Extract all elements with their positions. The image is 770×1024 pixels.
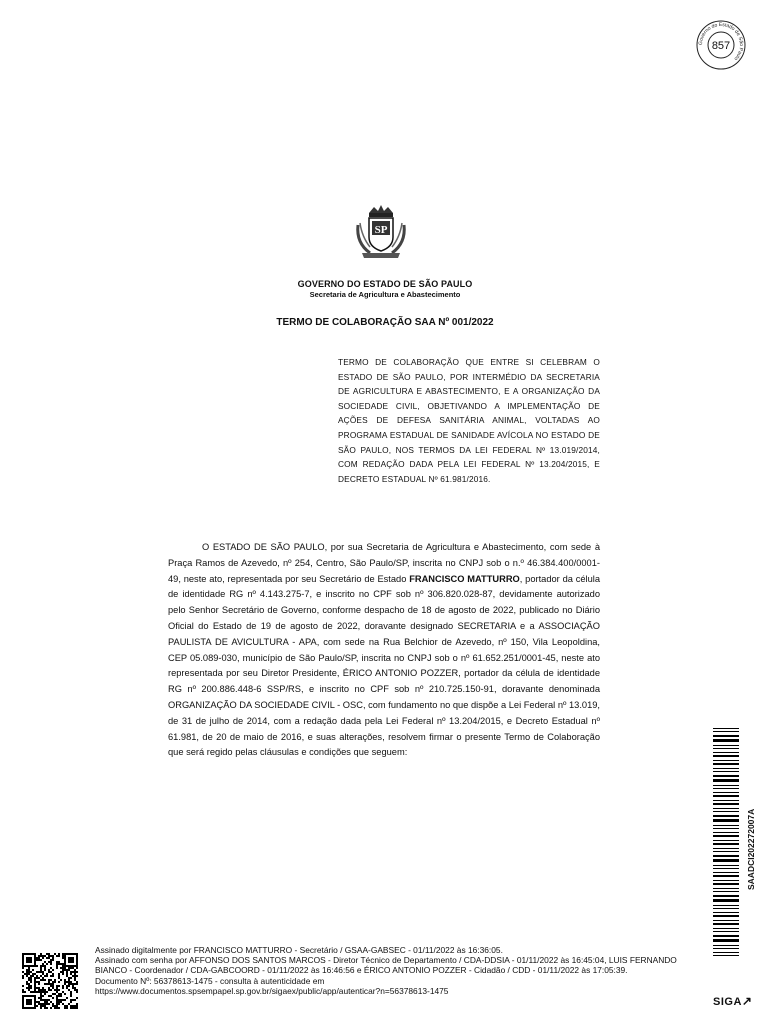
arrow-icon: ↗: [741, 994, 753, 1008]
svg-text:SP: SP: [374, 224, 388, 236]
footer-line-1: Assinado digitalmente por FRANCISCO MATTURRO - Secretário / GSAA-GABSEC - 01/11/2022 às 16:36:05.: [95, 945, 503, 955]
barcode-label-text: SAADCI202272007A: [746, 808, 756, 890]
signature-footer: [95, 945, 700, 996]
body-text-part2: , portador da célula de identidade RG nº 4.143.275-7, e inscrito no CPF sob nº 306.820.028-87, devidamente autorizado pelo Senhor Secretário de Governo, conforme despacho de 18 de agosto de 2022, publicado no Diário Oficial do Estado de 19 de agosto de 2022, doravante designado SECRETARIA e a ASSOCIAÇÃO PAULISTA DE AVICULTURA - APA, com sede na Rua Belchior de Azevedo, nº 150, Vila Leopoldina, CEP 05.089-030, município de São Paulo/SP, inscrita no CNPJ sob o nº 61.652.251/0001-45, neste ato representada por seu Diretor Presidente, ÉRICO ANTONIO POZZER, portador da célula de identidade RG nº 200.886.448-6 SSP/RS, e inscrito no CPF sob nº 210.725.150-91, doravante denominada ORGANIZAÇÃO DA SOCIEDADE CIVIL - OSC, com fundamento no que dispõe a Lei Federal nº 13.019, de 31 de julho de 2014, com a redação dada pela Lei Federal nº 13.204/2015, e Decreto Estadual nº 61.981, de 20 de maio de 2016, e suas alterações, resolvem firmar o presente Termo de Colaboração que será regido pelas cláusulas e condições que seguem:: [168, 573, 600, 758]
svg-text:857: 857: [711, 40, 731, 52]
siga-logo-text: SIGA: [713, 996, 742, 1008]
body-text-part1: O ESTADO DE SÃO PAULO, por sua Secretaria de Agricultura e Abastecimento, com sede à Praça Ramos de Azevedo, nº 254, Centro, São Paulo/SP, inscrita no CNPJ sob o n.º 46.384.400/0001-49, neste ato, representada por seu Secretário de Estado: [168, 542, 600, 584]
svg-text:Governo do Estado de São Paulo: Governo do Estado de São Paulo: [697, 21, 745, 62]
siga-logo: [713, 994, 752, 1008]
body-paragraph: [168, 540, 600, 761]
secretariat-name: Secretaria de Agricultura e Abastecimento: [309, 290, 461, 299]
page-seal: [696, 20, 746, 70]
footer-line-2: Assinado com senha por AFFONSO DOS SANTOS MARCOS - Diretor Técnico de Departamento / CDA-DDSIA - 01/11/2022 às 16:45:04, LUIS FERNANDO BIANCO - Coordenador / CDA-GABCOORD - 01/11/2022 às 16:46:56 e ÉRICO ANTONIO POZZER - Cidadão / CDD - 01/11/2022 às 17:05:39.: [95, 955, 677, 976]
government-name: GOVERNO DO ESTADO DE SÃO PAULO: [297, 279, 473, 289]
document-title: TERMO DE COLABORAÇÃO SAA Nº 001/2022: [276, 317, 494, 328]
footer-authenticity-link[interactable]: https://www.documentos.spsempapel.sp.gov.br/sigaex/public/app/autenticar?n=56378613-1475: [95, 985, 449, 996]
document-body: [168, 540, 600, 761]
qr-code[interactable]: [22, 953, 78, 1009]
document-ementa: TERMO DE COLABORAÇÃO QUE ENTRE SI CELEBRAM O ESTADO DE SÃO PAULO, POR INTERMÉDIO DA SECRETARIA DE AGRICULTURA E ABASTECIMENTO, E A ORGANIZAÇÃO DA SOCIEDADE CIVIL, OBJETIVANDO A IMPLEMENTAÇÃO DE AÇÕES DE DEFESA SANITÁRIA ANIMAL, VOLTADAS AO PROGRAMA ESTADUAL DE SANIDADE AVÍCOLA NO ESTADO DE SÃO PAULO, NOS TERMOS DA LEI FEDERAL Nº 13.019/2014, COM REDAÇÃO DADA PELA LEI FEDERAL Nº 13.204/2015, E DECRETO ESTADUAL Nº 61.981/2016.: [338, 357, 600, 484]
body-bold-name: FRANCISCO MATTURRO: [409, 573, 520, 584]
footer-line-3: Documento Nº: 56378613-1475 - consulta à autenticidade em: [95, 975, 325, 986]
coat-of-arms-icon: [352, 203, 410, 261]
barcode-label: [742, 740, 762, 940]
